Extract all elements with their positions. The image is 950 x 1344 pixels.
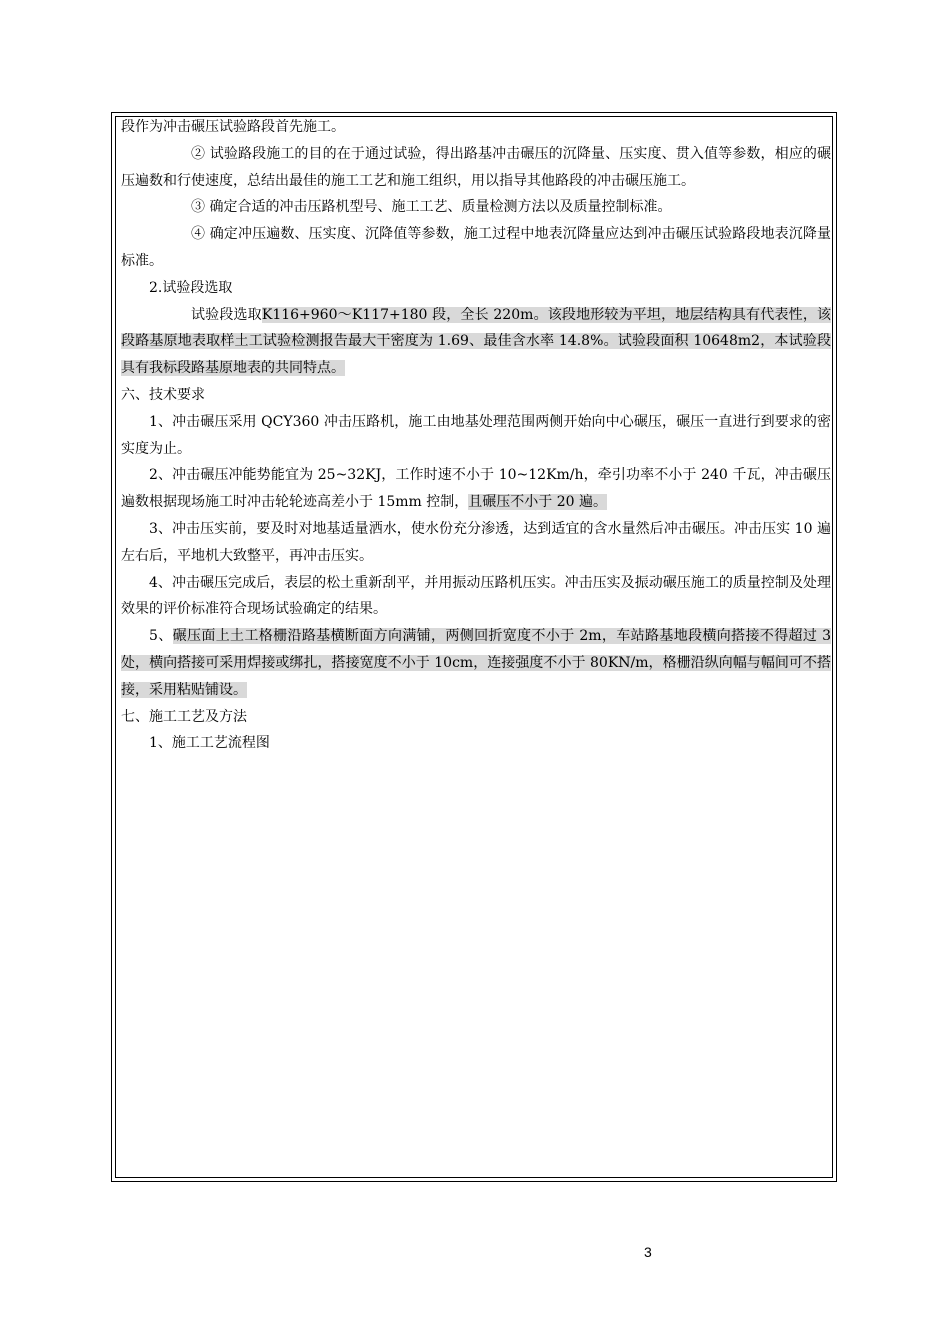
trial-section-lead: 试验段选取 <box>191 306 262 323</box>
subheading-process-flowchart: 1、施工工艺流程图 <box>149 735 270 752</box>
page-number: 3 <box>644 1244 652 1260</box>
document-body <box>121 114 831 757</box>
heading-technical-requirements: 六、技术要求 <box>121 386 205 403</box>
paragraph-trial-section <box>121 302 831 382</box>
requirement-5 <box>121 623 831 703</box>
requirement-1: 1、冲击碾压采用 QCY360 冲击压路机，施工由地基处理范围两侧开始向中心碾压，碾压一直进行到要求的密实度为止。 <box>121 413 831 457</box>
paragraph-item-2: ② 试验路段施工的目的在于通过试验，得出路基冲击碾压的沉降量、压实度、贯入值等参数，相应的碾压遍数和行使速度，总结出最佳的施工工艺和施工组织，用以指导其他路段的冲击碾压施工。 <box>121 145 831 189</box>
requirement-3: 3、冲击压实前，要及时对地基适量洒水，使水份充分渗透，达到适宜的含水量然后冲击碾压。冲击压实 10 遍左右后，平地机大致整平，再冲击压实。 <box>121 520 831 564</box>
highlighted-requirement-2: 且碾压不小于 20 遍。 <box>468 494 607 511</box>
requirement-4: 4、冲击碾压完成后，表层的松土重新刮平，并用振动压路机压实。冲击压实及振动碾压施工的质量控制及处理效果的评价标准符合现场试验确定的结果。 <box>121 574 831 618</box>
requirement-2-text: 2、冲击碾压冲能势能宜为 25~32KJ，工作时速不小于 10~12Km/h，牵引功率不小于 240 千瓦，冲击碾压遍数根据现场施工时冲击轮轮迹高差小于 15mm 控制， <box>121 467 831 511</box>
highlighted-requirement-5: 碾压面上土工格栅沿路基横断面方向满铺，两侧回折宽度不小于 2m，车站路基地段横向搭接不得超过 3 处，横向搭接可采用焊接或绑扎，搭接宽度不小于 10cm，连接强度不小于 80KN/m，格栅沿纵向幅与幅间可不搭接，采用粘贴铺设。 <box>121 628 831 698</box>
subheading-trial-section: 2.试验段选取 <box>149 279 233 296</box>
requirement-2 <box>121 462 831 516</box>
paragraph-item-4: ④ 确定冲压遍数、压实度、沉降值等参数，施工过程中地表沉降量应达到冲击碾压试验路段地表沉降量标准。 <box>121 226 831 269</box>
paragraph-continuation: 段作为冲击碾压试验路段首先施工。 <box>121 119 345 135</box>
paragraph-item-3: ③ 确定合适的冲击压路机型号、施工工艺、质量检测方法以及质量控制标准。 <box>191 199 672 216</box>
requirement-5-number: 5、 <box>149 628 173 645</box>
highlighted-trial-details: K116+960～K117+180 段，全长 220m。该段地形较为平坦，地层结构具有代表性，该段路基原地表取样土工试验检测报告最大干密度为 1.69、最佳含水率 14.8%。试验段面积 10648m2，本试验段具有我标段路基原地表的共同特点。 <box>121 306 831 377</box>
heading-construction-process: 七、施工工艺及方法 <box>121 708 247 725</box>
